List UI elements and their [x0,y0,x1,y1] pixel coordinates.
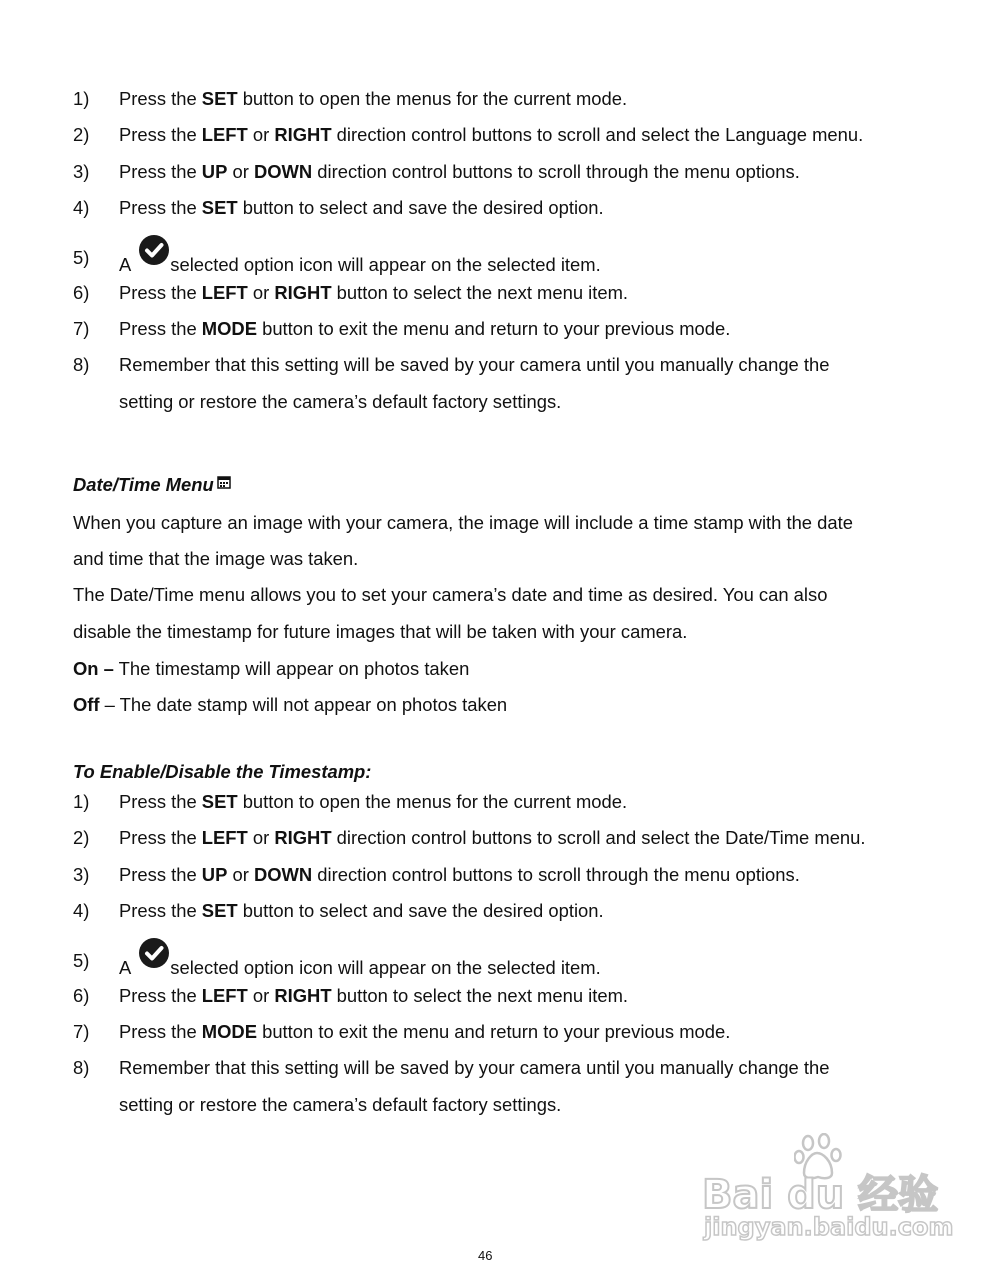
step-text [119,161,800,183]
text-run: button to select and save the desired option. [237,197,604,218]
option-description: – The date stamp will not appear on photos taken [99,694,508,715]
keyword: LEFT [201,985,248,1006]
step-number: 4) [73,900,90,921]
step-number: 3) [73,161,90,182]
step-number: 2) [73,124,90,145]
step-number: 2) [73,827,90,848]
step-text [119,950,601,980]
step-number: 7) [73,1021,90,1042]
keyword: UP [201,161,228,182]
text-run: Press the [119,900,202,921]
step-text [119,318,730,340]
step-text [119,864,800,886]
text-run: button to open the menus for the current mode. [237,791,628,812]
step-number: 1) [73,791,90,812]
step-number: 4) [73,197,90,218]
text-run: Press the [119,791,202,812]
step-text-post: selected option icon will appear on the selected item. [170,254,601,275]
keyword: MODE [201,318,257,339]
paragraph-line: and time that the image was taken. [73,548,359,569]
keyword: DOWN [253,161,313,182]
step-text [119,827,866,849]
step-text [119,124,863,146]
step-number: 1) [73,88,90,109]
option-description: The timestamp will appear on photos taken [113,658,470,679]
step-number: 7) [73,318,90,339]
text-run: button to select the next menu item. [331,282,629,303]
text-run: button to select the next menu item. [331,985,629,1006]
checkmark-circle-icon [139,235,169,265]
paragraph-line: When you capture an image with your camera, the image will include a time stamp with the date [73,512,853,533]
section-heading [73,472,231,496]
text-run: or [247,282,275,303]
keyword: RIGHT [274,827,332,848]
watermark-url: jingyan.baidu.com [704,1213,954,1241]
text-run: or [247,827,275,848]
text-run: button to select and save the desired option. [237,900,604,921]
text-run: or [227,864,254,885]
step-text [119,900,604,922]
text-run: direction control buttons to scroll and select the Date/Time menu. [331,827,866,848]
calendar-icon [217,472,231,494]
text-run: or [227,161,254,182]
keyword: LEFT [201,124,248,145]
paragraph-line: The Date/Time menu allows you to set your camera’s date and time as desired. You can also [73,584,828,605]
text-run: or [247,985,275,1006]
keyword: RIGHT [274,985,332,1006]
keyword: LEFT [201,827,248,848]
page-number: 46 [478,1248,493,1263]
text-run: button to exit the menu and return to your previous mode. [256,1021,731,1042]
option-off [73,694,507,716]
keyword: DOWN [253,864,313,885]
step-number: 3) [73,864,90,885]
step-text-pre: A [119,254,132,275]
step-text [119,282,628,304]
text-run: button to exit the menu and return to your previous mode. [256,318,731,339]
text-run: Press the [119,282,202,303]
checkmark-circle-icon [139,938,169,968]
step-number: 6) [73,985,90,1006]
keyword: SET [201,791,238,812]
keyword: SET [201,88,238,109]
keyword: LEFT [201,282,248,303]
step-number: 5) [73,950,90,971]
step-number: 8) [73,1057,90,1078]
baidu-watermark [702,1133,954,1248]
step-text: Remember that this setting will be saved by your camera until you manually change the [119,1057,830,1078]
step-text [119,985,628,1007]
text-run: Press the [119,197,202,218]
text-run: direction control buttons to scroll through the menu options. [312,864,800,885]
keyword: UP [201,864,228,885]
keyword: RIGHT [274,124,332,145]
watermark-brand: Bai du 经验 [702,1172,939,1218]
text-run: Press the [119,124,202,145]
step-number: 6) [73,282,90,303]
step-text-post: selected option icon will appear on the selected item. [170,957,601,978]
text-run: Press the [119,161,202,182]
step-text [119,791,627,813]
text-run: Press the [119,88,202,109]
step-text-continued: setting or restore the camera’s default factory settings. [119,1094,562,1115]
keyword: SET [201,900,238,921]
text-run: Press the [119,864,202,885]
text-run: Press the [119,318,202,339]
option-on [73,658,469,680]
keyword: RIGHT [274,282,332,303]
step-text-continued: setting or restore the camera’s default factory settings. [119,391,562,412]
step-text: Remember that this setting will be saved by your camera until you manually change the [119,354,830,375]
step-text [119,88,627,110]
step-text-pre: A [119,957,132,978]
text-run: Press the [119,1021,202,1042]
step-number: 5) [73,247,90,268]
keyword: SET [201,197,238,218]
text-run: or [247,124,275,145]
paragraph-line: disable the timestamp for future images that will be taken with your camera. [73,621,688,642]
step-text [119,247,601,277]
text-run: direction control buttons to scroll through the menu options. [312,161,800,182]
keyword: MODE [201,1021,257,1042]
step-number: 8) [73,354,90,375]
text-run: button to open the menus for the current mode. [237,88,628,109]
section-heading-text: Date/Time Menu [73,474,214,495]
text-run: Press the [119,827,202,848]
option-label: Off [73,694,100,715]
text-run: direction control buttons to scroll and select the Language menu. [331,124,864,145]
section-heading: To Enable/Disable the Timestamp: [73,761,372,782]
step-text [119,197,604,219]
step-text [119,1021,730,1043]
option-label: On – [73,658,114,679]
text-run: Press the [119,985,202,1006]
